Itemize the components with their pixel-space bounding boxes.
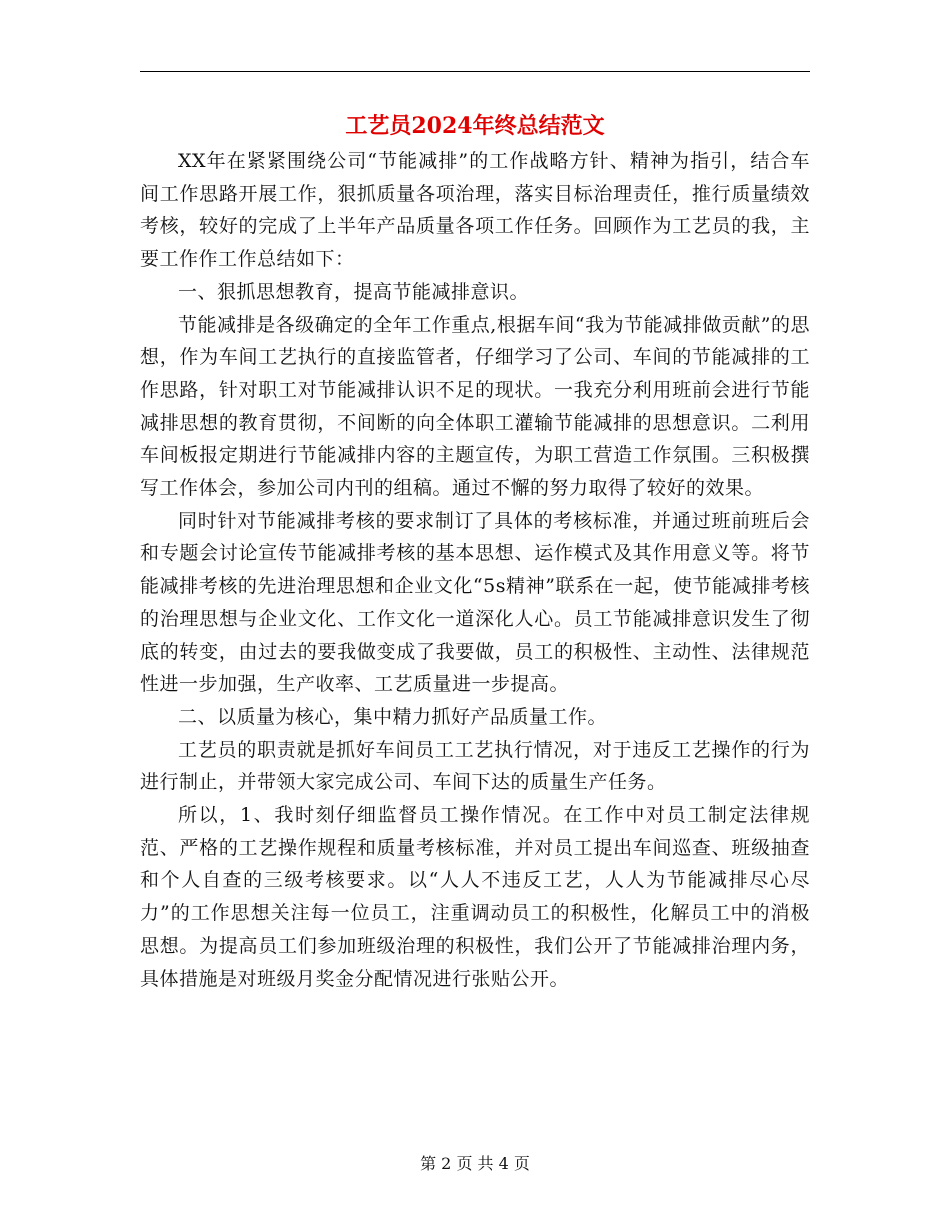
page-footer: 第 2 页 共 4 页 [420,1154,530,1173]
paragraph-supervision: 所以，1、我时刻仔细监督员工操作情况。在工作中对员工制定法律规范、严格的工艺操作规程和质量考核标准，并对员工提出车间巡查、班级抽查和个人自查的三级考核要求。以“人人不违反工艺，人人为节能减排尽心尽力”的工作思想关注每一位员工，注重调动员工的积极性，化解员工中的消极思想。为提高员工们参加班级治理的积极性，我们公开了节能减排治理内务，具体措施是对班级月奖金分配情况进行张贴公开。 [140,804,810,990]
paragraph-duties: 工艺员的职责就是抓好车间员工工艺执行情况，对于违反工艺操作的行为进行制止，并带领大家完成公司、车间下达的质量生产任务。 [140,738,810,794]
paragraph-intro: XX年在紧紧围绕公司“节能减排”的工作战略方针、精神为指引，结合车间工作思路开展工作，狠抓质量各项治理，落实目标治理责任，推行质量绩效考核，较好的完成了上半年产品质量各项工作任务。回顾作为工艺员的我，主要工作作工作总结如下： [140,150,810,271]
document-body [140,145,810,995]
section-heading-1: 一、狠抓思想教育，提高节能减排意识。 [178,280,530,303]
paragraph-assessment: 同时针对节能减排考核的要求制订了具体的考核标准，并通过班前班后会和专题会讨论宣传节能减排考核的基本思想、运作模式及其作用意义等。将节能减排考核的先进治理思想和企业文化“5s精神”联系在一起，使节能减排考核的治理思想与企业文化、工作文化一道深化人心。员工节能减排意识发生了彻底的转变，由过去的要我做变成了我要做，员工的积极性、主动性、法律规范性进一步加强，生产收率、工艺质量进一步提高。 [140,509,810,696]
paragraph-energy-saving: 节能减排是各级确定的全年工作重点,根据车间“我为节能减排做贡献”的思想，作为车间工艺执行的直接监管者，仔细学习了公司、车间的节能减排的工作思路，针对职工对节能减排认识不足的现状。一我充分利用班前会进行节能减排思想的教育贯彻，不间断的向全体职工灌输节能减排的思想意识。二利用车间板报定期进行节能减排内容的主题宣传，为职工营造工作氛围。三积极撰写工作体会，参加公司内刊的组稿。通过不懈的努力取得了较好的效果。 [140,313,810,500]
document-title: 工艺员2024年终总结范文 [345,113,605,139]
header-rule [140,71,810,72]
section-heading-2: 二、以质量为核心，集中精力抓好产品质量工作。 [178,705,608,728]
